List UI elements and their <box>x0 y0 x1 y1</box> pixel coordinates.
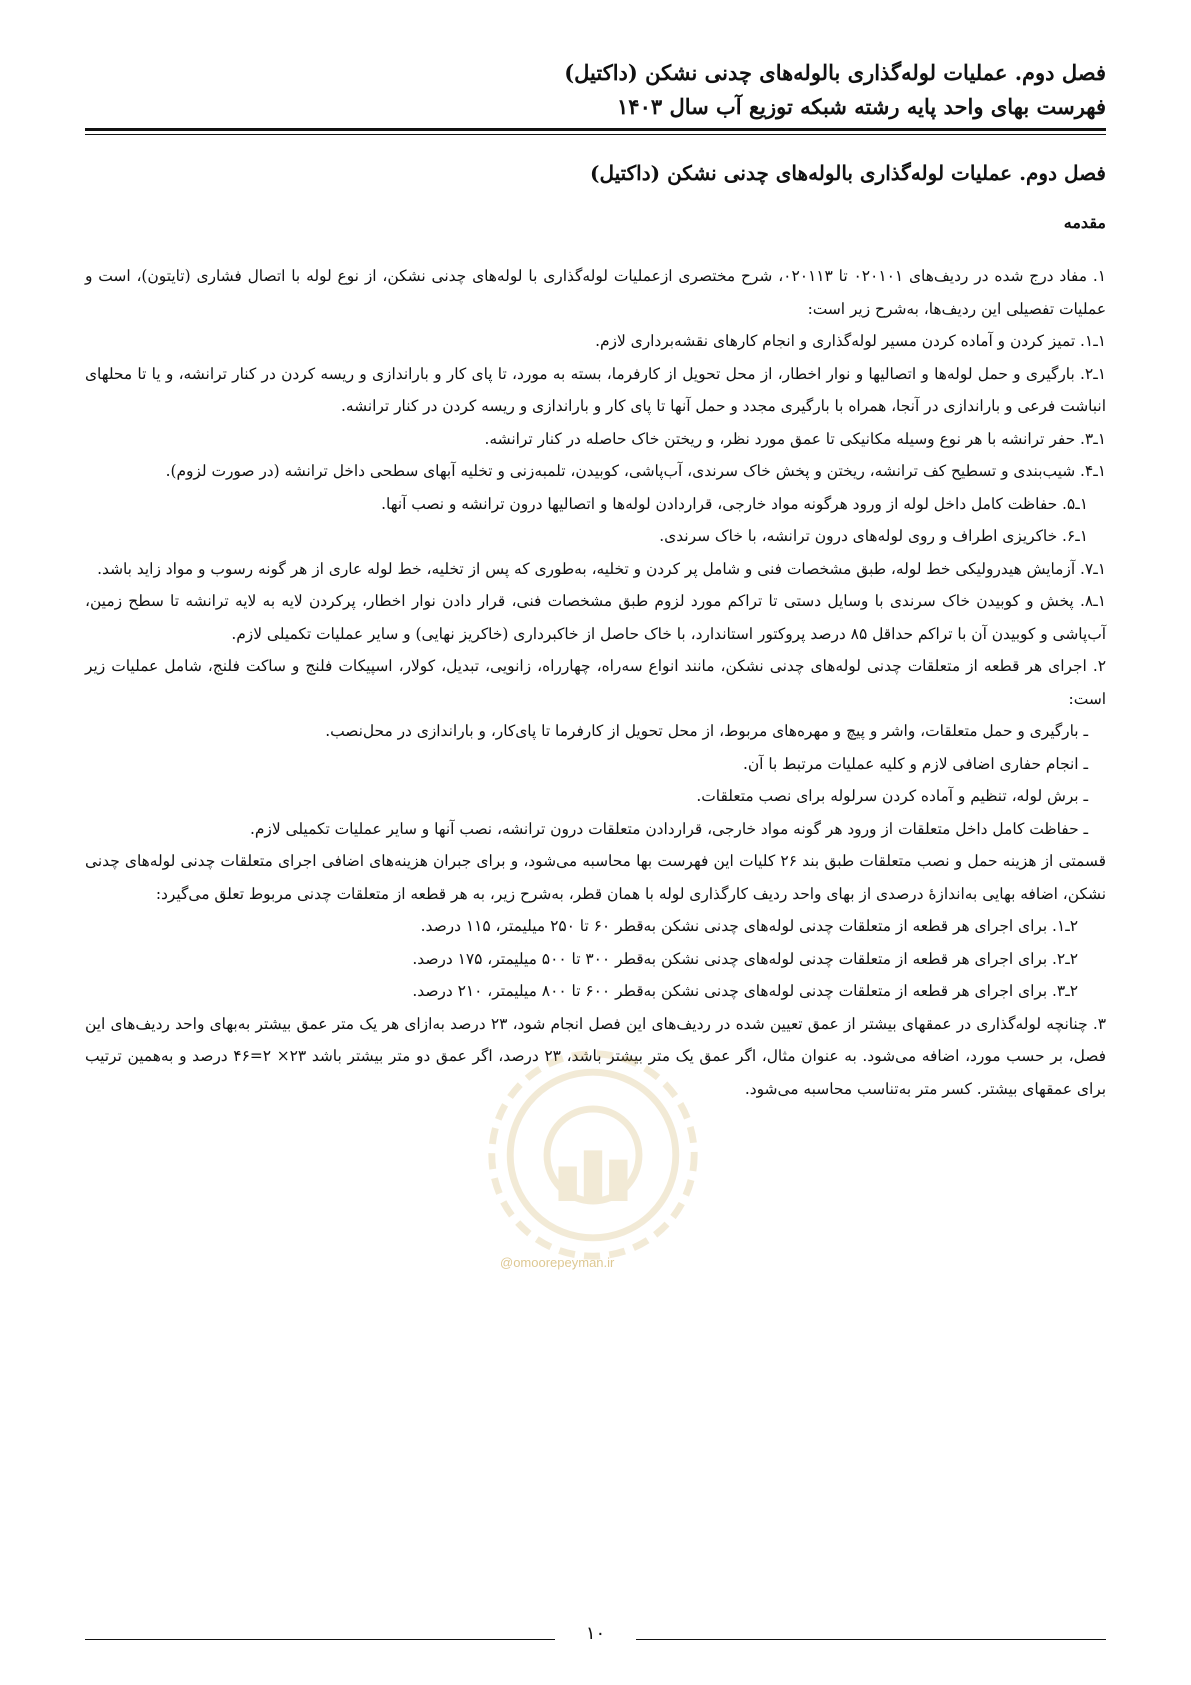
list-item: ـ بارگیری و حمل متعلقات، واشر و پیچ و مهره‌های مربوط، از محل تحویل از کارفرما تا پای‌کار، و باراندازی در محل‌نصب. <box>325 722 1088 740</box>
list-item: ـ انجام حفاری اضافی لازم و کلیه عملیات مرتبط با آن. <box>742 754 1088 773</box>
header-pricelist-line: فهرست بهای واحد پایه رشته شبکه توزیع آب سال ۱۴۰۳ <box>617 94 1106 119</box>
watermark-text: @omoorepeyman.ir <box>500 1255 615 1270</box>
paragraph: ۱ـ۶. خاکریزی اطراف و روی لوله‌های درون ترانشه، با خاک سرندی. <box>659 527 1088 545</box>
paragraph: ۱ـ۷. آزمایش هیدرولیکی خط لوله، طبق مشخصات فنی و شامل پر کردن و تخلیه، به‌طوری که پس از تخلیه، خط لوله عاری از هر گونه رسوب و مواد زاید باشد. <box>97 559 1106 578</box>
section-title: مقدمه <box>1063 213 1106 232</box>
paragraph: ۱ـ۸. پخش و کوبیدن خاک سرندی با وسایل دستی تا تراکم مورد لزوم طبق مشخصات فنی، قرار دادن نوار اخطار، پرکردن لایه به لایه ترانشه تا سطح زمین، آب‌پاشی و کوبیدن آن با تراکم حداقل ۸۵ درصد پروکتور استاندارد، با خاک حاصل از خاکبرداری (خاکریز نهایی) و سایر عملیات تکمیلی لازم. <box>85 592 1106 643</box>
header-rule-thin <box>85 134 1106 135</box>
paragraph: ۱ـ۳. حفر ترانشه با هر نوع وسیله مکانیکی تا عمق مورد نظر، و ریختن خاک حاصله در کنار ترانشه. <box>484 429 1106 448</box>
paragraph: ۱ـ۴. شیب‌بندی و تسطیح کف ترانشه، ریختن و پخش خاک سرندی، آب‌پاشی، کوبیدن، تلمبه‌زنی و تخلیه آبهای سطحی داخل ترانشه (در صورت لزوم). <box>165 462 1106 480</box>
paragraph: ۱. مفاد درج شده در ردیف‌های ۰۲۰۱۰۱ تا ۰۲۰۱۱۳، شرح مختصری ازعملیات لوله‌گذاری با لوله‌های چدنی نشکن، از نوع لوله با اتصال فشاری (تایتون)، است و عملیات تفصیلی این ردیف‌ها، به‌شرح زیر است: <box>85 267 1107 318</box>
paragraph: ۲. اجرای هر قطعه از متعلقات چدنی لوله‌های چدنی نشکن، مانند انواع سه‌راه، چهارراه، زانویی، تبدیل، کولار، اسپیکات فلنج و ساکت فلنج، شامل عملیات زیر است: <box>85 657 1106 708</box>
paragraph: ۱ـ۱. تمیز کردن و آماده کردن مسیر لوله‌گذاری و انجام کارهای نقشه‌برداری لازم. <box>595 332 1106 350</box>
list-item: ـ برش لوله، تنظیم و آماده کردن سرلوله برای نصب متعلقات. <box>696 787 1088 805</box>
header-rule-thick <box>85 128 1106 131</box>
page-header <box>85 56 1106 124</box>
chapter-title: فصل دوم. عملیات لوله‌گذاری بالوله‌های چدنی نشکن (داکتیل) <box>589 161 1106 185</box>
paragraph: قسمتی از هزینه حمل و نصب متعلقات طبق بند ۲۶ کلیات این فهرست بها محاسبه می‌شود، و برای جبران هزینه‌های اضافی اجرای متعلقات چدنی لوله‌های چدنی نشکن، اضافه بهایی به‌اندازهٔ درصدی از بهای واحد ردیف کارگذاری لوله با همان قطر، به‌شرح زیر، به هر قطعه از متعلقات چدنی مربوط تعلق می‌گیرد: <box>85 852 1106 903</box>
page-content <box>85 158 1106 1105</box>
list-item: ۲ـ۲. برای اجرای هر قطعه از متعلقات چدنی لوله‌های چدنی نشکن به‌قطر ۳۰۰ تا ۵۰۰ میلیمتر، ۱۷۵ درصد. <box>412 949 1078 968</box>
page-footer <box>85 1623 1106 1653</box>
list-item: ۲ـ۳. برای اجرای هر قطعه از متعلقات چدنی لوله‌های چدنی نشکن به‌قطر ۶۰۰ تا ۸۰۰ میلیمتر، ۲۱۰ درصد. <box>412 982 1078 1000</box>
list-item: ـ حفاظت کامل داخل متعلقات از ورود هر گونه مواد خارجی، قراردادن متعلقات درون ترانشه، نصب آنها و سایر عملیات تکمیلی لازم. <box>249 819 1088 838</box>
paragraph: ۱ـ۲. بارگیری و حمل لوله‌ها و اتصالیها و نوار اخطار، از محل تحویل از کارفرما، بسته به مورد، تا پای کار و باراندازی و ریسه کردن در کنار ترانشه، و یا تا محلهای انباشت فرعی و باراندازی در آنجا، همراه با بارگیری مجدد و حمل آنها تا پای کار و باراندازی و ریسه کردن در کنار ترانشه. <box>85 364 1106 415</box>
paragraph: ۱ـ۵. حفاظت کامل داخل لوله از ورود هرگونه مواد خارجی، قراردادن لوله‌ها و اتصالیها درون ترانشه و نصب آنها. <box>381 494 1088 513</box>
page-number: ۱۰ <box>585 1623 606 1644</box>
paragraph: ۳. چنانچه لوله‌گذاری در عمقهای بیشتر از عمق تعیین شده در ردیف‌های این فصل انجام شود، ۲۳ درصد به‌ازای هر یک متر عمق بیشتر به‌بهای واحد ردیف‌های این فصل، بر حسب مورد، اضافه می‌شود. به عنوان مثال، اگر عمق یک متر بیشتر باشد، ۲۳ درصد، اگر عمق دو متر بیشتر باشد ۲۳× ۲=۴۶ درصد و به‌همین ترتیب برای عمقهای بیشتر. کسر متر به‌تناسب محاسبه می‌شود. <box>85 1014 1106 1098</box>
list-item: ۲ـ۱. برای اجرای هر قطعه از متعلقات چدنی لوله‌های چدنی نشکن به‌قطر ۶۰ تا ۲۵۰ میلیمتر، ۱۱۵ درصد. <box>420 917 1078 935</box>
header-chapter-line: فصل دوم. عملیات لوله‌گذاری بالوله‌های چدنی نشکن (داکتیل) <box>564 60 1106 85</box>
